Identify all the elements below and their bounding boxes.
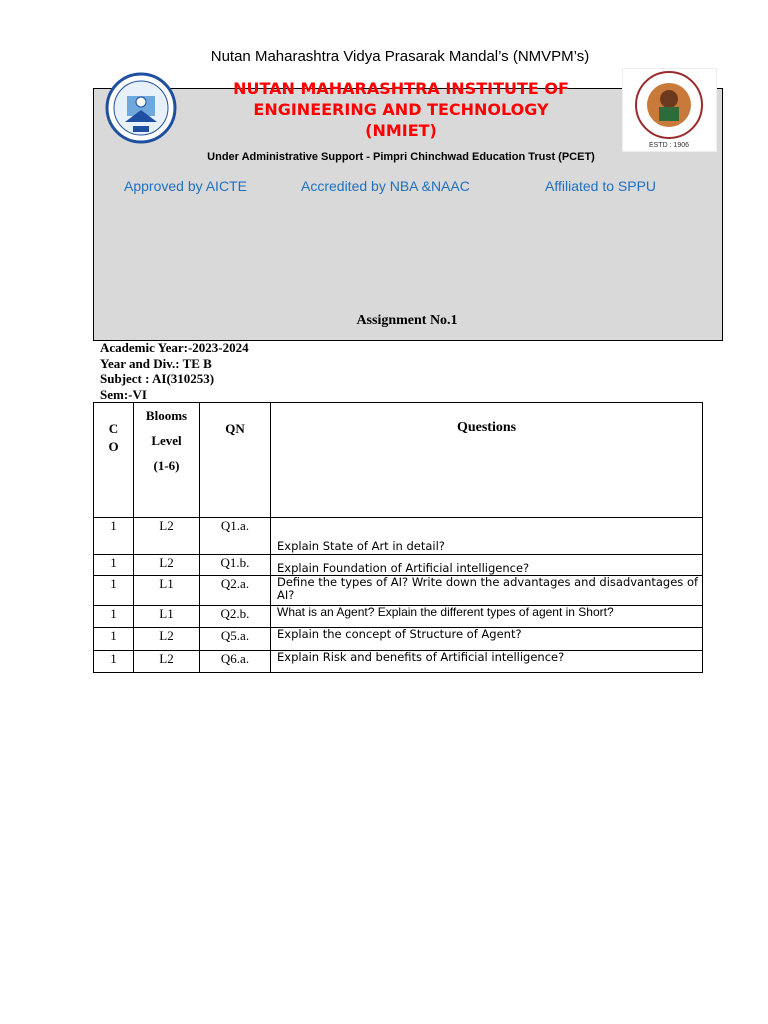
level-cell: L2 <box>134 518 200 555</box>
subject: Subject : AI(310253) <box>100 371 215 386</box>
institute-name-line1: NUTAN MAHARASHTRA INSTITUTE OF <box>233 79 569 98</box>
trust-emblem-icon <box>623 69 716 151</box>
co-header: C O <box>94 403 134 518</box>
qn-cell: Q6.a. <box>200 651 271 673</box>
society-title: Nutan Maharashtra Vidya Prasarak Mandal’s (NMVPM’s) <box>210 48 590 65</box>
question-cell: Explain Foundation of Artificial intelligence? <box>271 555 703 576</box>
level-cell: L2 <box>134 651 200 673</box>
table-row <box>94 518 703 555</box>
qn-header: QN <box>200 403 271 518</box>
course-details <box>100 340 249 402</box>
accreditation-text: Accredited by NBA &NAAC <box>301 178 470 194</box>
table-row <box>94 555 703 576</box>
table-row <box>94 606 703 628</box>
affiliation-text: Affiliated to SPPU <box>545 178 657 194</box>
table-header-row <box>94 403 703 518</box>
question-cell: Define the types of AI? Write down the advantages and disadvantages of AI? <box>271 576 703 606</box>
co-cell: 1 <box>94 576 134 606</box>
level-cell: L1 <box>134 576 200 606</box>
trust-logo <box>622 68 717 152</box>
institute-name-line2: ENGINEERING AND TECHNOLOGY <box>253 100 549 119</box>
question-cell: Explain the concept of Structure of Agent? <box>271 628 703 651</box>
institute-logo-icon <box>105 72 177 144</box>
institute-name-line3: (NMIET) <box>365 121 437 140</box>
table-row <box>94 628 703 651</box>
level-cell: L2 <box>134 628 200 651</box>
question-cell: What is an Agent? Explain the different types of agent in Short? <box>271 606 703 628</box>
table-row <box>94 651 703 673</box>
qn-cell: Q2.a. <box>200 576 271 606</box>
academic-year: Academic Year:-2023-2024 <box>100 340 249 355</box>
semester: Sem:-VI <box>100 386 147 402</box>
qn-cell: Q1.b. <box>200 555 271 576</box>
blooms-header: Blooms Level (1-6) <box>134 403 200 518</box>
co-cell: 1 <box>94 628 134 651</box>
institute-name <box>200 78 602 141</box>
co-cell: 1 <box>94 606 134 628</box>
estd-label: ESTD : 1906 <box>648 142 690 149</box>
questions-table <box>93 402 703 673</box>
co-cell: 1 <box>94 651 134 673</box>
co-cell: 1 <box>94 555 134 576</box>
question-cell: Explain Risk and benefits of Artificial intelligence? <box>271 651 703 673</box>
support-line: Under Administrative Support - Pimpri Chinchwad Education Trust (PCET) <box>207 151 595 163</box>
question-cell: Explain State of Art in detail? <box>271 518 703 555</box>
qn-cell: Q5.a. <box>200 628 271 651</box>
assignment-title: Assignment No.1 <box>356 313 458 328</box>
qn-cell: Q1.a. <box>200 518 271 555</box>
level-cell: L2 <box>134 555 200 576</box>
year-division: Year and Div.: TE B <box>100 355 212 371</box>
approval-text: Approved by AICTE <box>124 178 247 194</box>
qn-cell: Q2.b. <box>200 606 271 628</box>
questions-header: Questions <box>271 403 703 518</box>
table-row <box>94 576 703 606</box>
level-cell: L1 <box>134 606 200 628</box>
co-cell: 1 <box>94 518 134 555</box>
